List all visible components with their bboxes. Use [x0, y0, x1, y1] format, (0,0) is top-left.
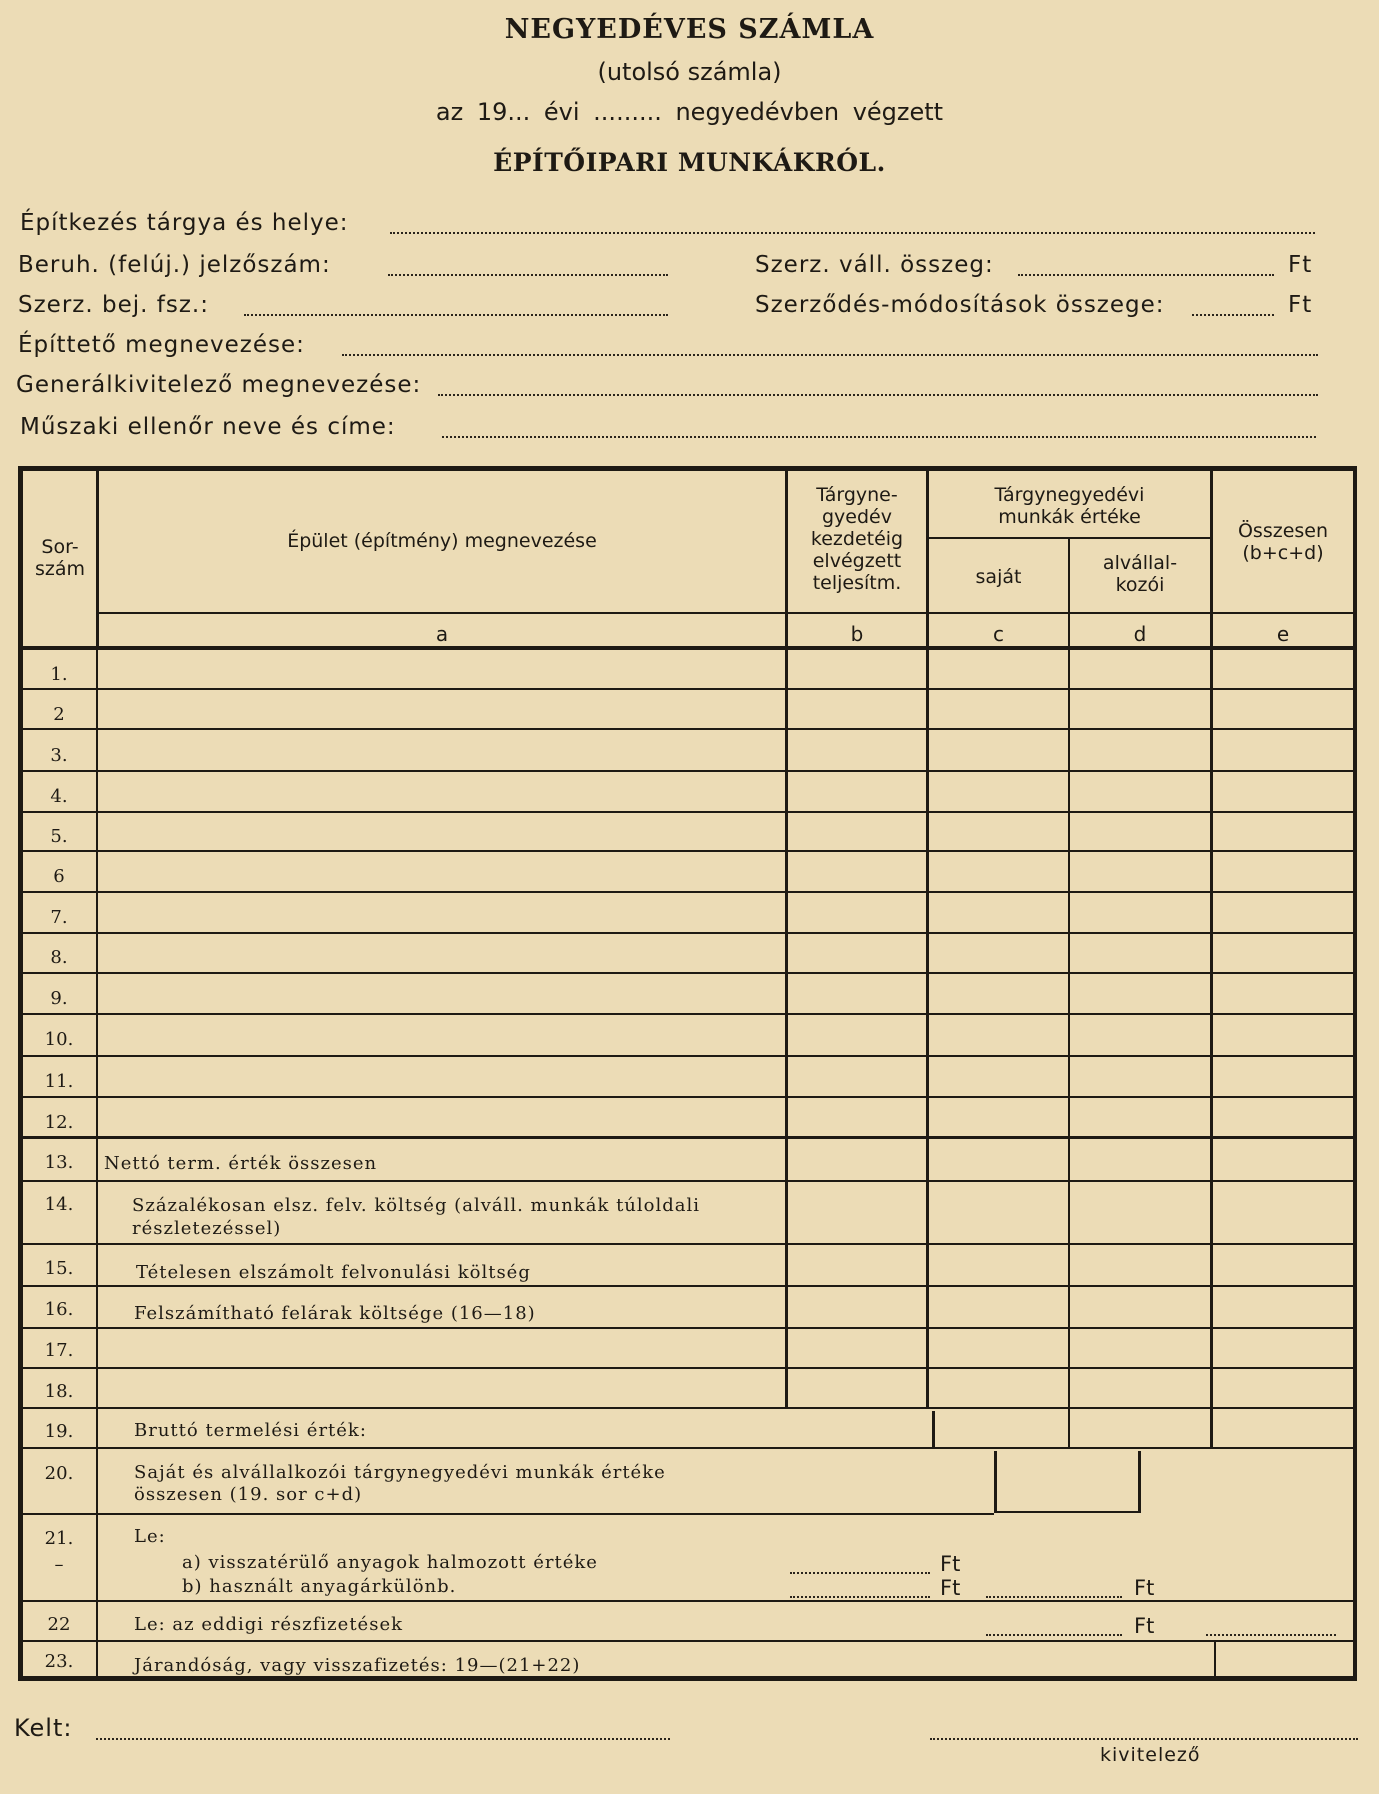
- field-label-modositasok: Szerződés-módosítások összege:: [755, 292, 1165, 318]
- row-dash: –: [54, 1554, 64, 1575]
- kelt-line[interactable]: [96, 1738, 670, 1740]
- row20-box: [994, 1451, 997, 1513]
- row-line: [22, 1013, 1354, 1015]
- col-header-teljesitm: Tárgyne- gyedév kezdetéig elvégzett teljesítm.: [810, 484, 904, 594]
- row-number: 2: [53, 704, 65, 725]
- row-line: [22, 728, 1354, 730]
- ft-label: Ft: [1134, 1576, 1155, 1600]
- row-number: 15.: [44, 1258, 74, 1279]
- row-line: [22, 891, 1354, 893]
- kivitelezo-label: kivitelező: [1100, 1744, 1201, 1766]
- field-label-targy: Építkezés tárgya és helye:: [20, 210, 349, 236]
- col-header-alvall: alvállal- kozói: [1102, 552, 1178, 596]
- col-letter-d: d: [1133, 622, 1147, 646]
- row-line: [22, 1367, 1354, 1369]
- row-line: [22, 972, 1354, 974]
- row-line: [22, 1180, 1354, 1182]
- row-line: [22, 1327, 1354, 1329]
- col-letter-b: b: [850, 622, 864, 646]
- row-number: 21.: [44, 1528, 74, 1549]
- header-bottom-border: [18, 646, 1356, 650]
- col-header-sorszam: Sor- szám: [34, 536, 86, 580]
- body-divider: [785, 650, 788, 1408]
- row-line: [22, 850, 1354, 852]
- row-number: 12.: [44, 1112, 74, 1133]
- form-subject: ÉPÍTŐIPARI MUNKÁKRÓL.: [493, 148, 886, 177]
- row-line: [22, 1447, 1354, 1449]
- body-divider: [926, 650, 929, 1408]
- row-number: 1.: [50, 664, 68, 685]
- row-line: [22, 770, 1354, 772]
- form-title: NEGYEDÉVES SZÁMLA: [504, 14, 875, 45]
- row22-text: Le: az eddigi részfizetések: [134, 1614, 403, 1635]
- row22-amount-line[interactable]: [986, 1634, 1122, 1636]
- col-header-osszesen: Összesen (b+c+d): [1237, 520, 1329, 564]
- row-line: [22, 688, 1354, 690]
- kelt-label: Kelt:: [14, 1714, 73, 1742]
- ft-label: Ft: [940, 1576, 961, 1600]
- body-divider: [96, 650, 98, 1676]
- row-line: [22, 1243, 1354, 1245]
- row-line: [22, 811, 1354, 813]
- row-line: [22, 1600, 1354, 1602]
- col-header-sajat: saját: [975, 566, 1022, 588]
- row21-le: Le:: [134, 1526, 166, 1547]
- row-number: 14.: [44, 1194, 74, 1215]
- row23-box: [1214, 1642, 1216, 1676]
- row-line: [22, 1136, 1354, 1139]
- row-line: [22, 1640, 1354, 1642]
- col-letter-a: a: [435, 622, 449, 646]
- row-number: 17.: [44, 1340, 74, 1361]
- ft-label: Ft: [1288, 252, 1313, 278]
- field-label-vall-osszeg: Szerz. váll. összeg:: [755, 252, 994, 278]
- table-bottom-border: [18, 1676, 1357, 1681]
- row21a-amount-line[interactable]: [790, 1572, 930, 1574]
- row-number: 4.: [50, 786, 68, 807]
- row-number: 16.: [44, 1299, 74, 1320]
- row-line: [22, 1285, 1354, 1287]
- row-line: [22, 1407, 1354, 1409]
- row-number: 20.: [44, 1463, 74, 1484]
- row22-total-line[interactable]: [1206, 1634, 1336, 1636]
- header-divider: [96, 612, 1354, 614]
- row-number: 9.: [50, 988, 68, 1009]
- row19-box: [932, 1411, 935, 1447]
- row-number: 11.: [44, 1071, 74, 1092]
- col-letter-e: e: [1276, 622, 1290, 646]
- row-number: 7.: [50, 907, 68, 928]
- signature-line[interactable]: [930, 1738, 1358, 1740]
- row13-text: Nettó term. érték összesen: [104, 1153, 378, 1174]
- row23-text: Járandóság, vagy visszafizetés: 19—(21+22): [134, 1655, 581, 1676]
- row20-text: Saját és alvállalkozói tárgynegyedévi munkák értéke összesen (19. sor c+d): [134, 1462, 666, 1505]
- ft-label: Ft: [1134, 1614, 1155, 1638]
- col-header-epulet: Épület (építmény) megnevezése: [287, 530, 597, 552]
- field-label-bej-fsz: Szerz. bej. fsz.:: [18, 292, 209, 318]
- form-subtitle: (utolsó számla): [597, 58, 782, 86]
- field-label-generalkivitelezo: Generálkivitelező megnevezése:: [16, 372, 422, 398]
- row-number: 8.: [50, 947, 68, 968]
- col-header-ertek: Tárgynegyedévi munkák értéke: [994, 484, 1145, 528]
- field-label-jelzoszam: Beruh. (felúj.) jelzőszám:: [18, 252, 331, 278]
- row16-text: Felszámítható felárak költsége (16—18): [134, 1303, 536, 1324]
- header-divider: [96, 470, 99, 646]
- row21b-amount-line[interactable]: [790, 1596, 930, 1598]
- row21-total-line[interactable]: [986, 1596, 1122, 1598]
- row-line: [22, 1513, 994, 1515]
- row-number: 6: [53, 866, 65, 887]
- ft-label: Ft: [1288, 292, 1313, 318]
- row21-b-text: b) használt anyagárkülönb.: [182, 1576, 457, 1597]
- row15-text: Tételesen elszámolt felvonulási költség: [136, 1262, 531, 1283]
- row21-a-text: a) visszatérülő anyagok halmozott értéke: [182, 1552, 598, 1573]
- row-number: 5.: [50, 826, 68, 847]
- table-top-border: [18, 466, 1356, 471]
- row-number: 22: [47, 1614, 71, 1635]
- ft-label: Ft: [940, 1552, 961, 1576]
- row-line: [22, 1055, 1354, 1057]
- row14-text: Százalékosan elsz. felv. költség (alváll. munkák túloldali részletezéssel): [132, 1195, 701, 1239]
- row-number: 13.: [44, 1152, 74, 1173]
- row-number: 19.: [44, 1421, 74, 1442]
- row-line: [22, 932, 1354, 934]
- col-letter-c: c: [993, 622, 1004, 646]
- row-number: 3.: [50, 745, 68, 766]
- row-number: 18.: [44, 1381, 74, 1402]
- row-number: 23.: [44, 1651, 74, 1672]
- row19-text: Bruttó termelési érték:: [134, 1420, 367, 1441]
- field-label-ellenor: Műszaki ellenőr neve és címe:: [20, 414, 396, 440]
- header-divider: [926, 537, 1212, 539]
- row20-box: [1138, 1451, 1141, 1513]
- row-line: [22, 1096, 1354, 1098]
- field-label-epitteto: Építtető megnevezése:: [18, 332, 305, 358]
- period-line: az 19... évi ......... negyedévben végzett: [435, 98, 944, 126]
- row-number: 10.: [44, 1029, 74, 1050]
- row20-box: [994, 1511, 1141, 1513]
